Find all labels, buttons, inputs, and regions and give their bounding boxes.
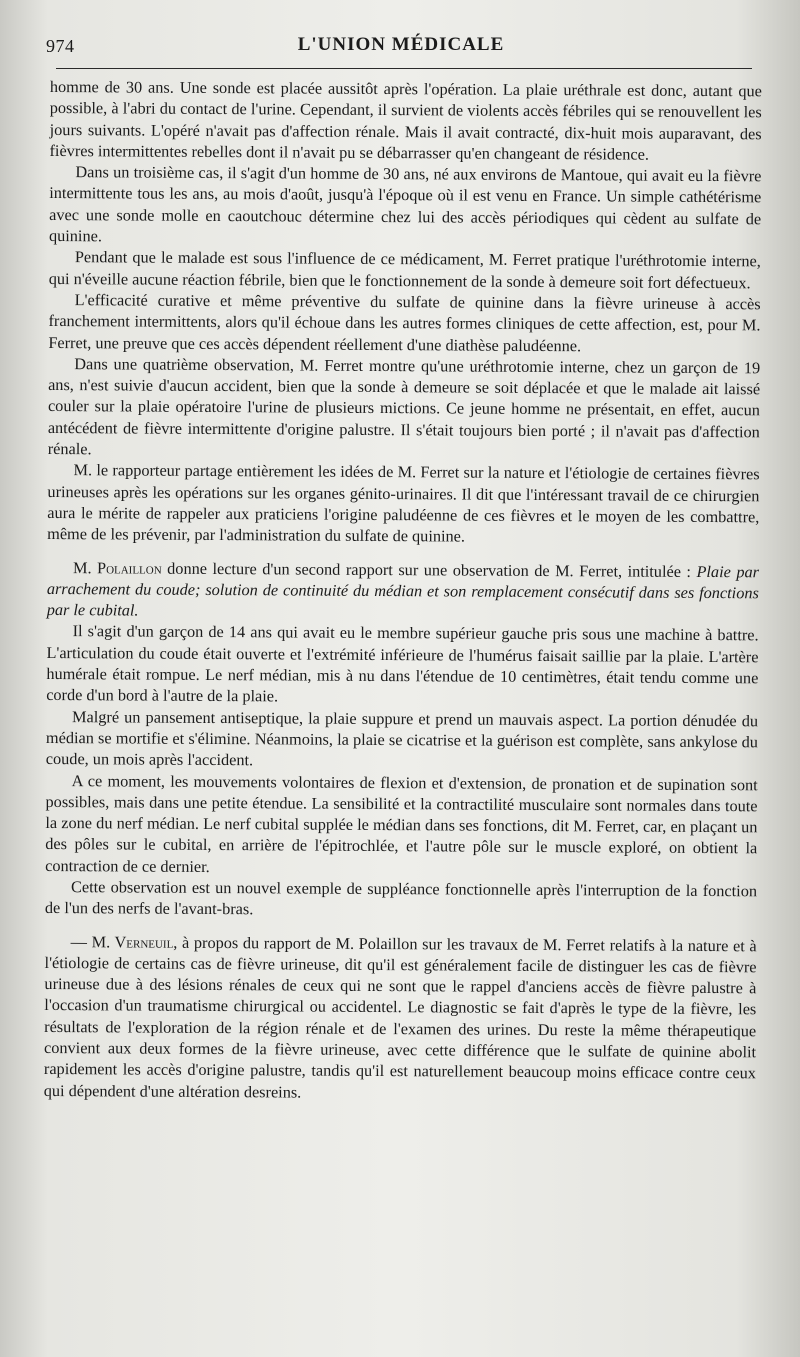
paragraph-verneuil <box>44 931 757 1106</box>
paragraph-urethrotomy: Pendant que le malade est sous l'influence de ce médicament, M. Ferret pratique l'uréthrotomie interne, qui n'éveille aucune réaction fébrile, bien que le fonctionnement de la sonde à demeure soit fort défectueux. <box>48 247 761 292</box>
page-number: 974 <box>46 36 75 56</box>
paragraph-rapporteur: M. le rapporteur partage entièrement les idées de M. Ferret sur la nature et l'étiologie de certaines fièvres urineuses après les opérations sur les organes génito-urinaires. Il dit que l'intéressant travail de ce chirurgien aura le mérite de rappeler aux praticiens l'origine paludéenne de ces fièvres et le moyen de les combattre, même de les prévenir, par l'administration du sulfate de quinine. <box>47 460 760 546</box>
paragraph-continuation: homme de 30 ans. Une sonde est placée aussitôt après l'opération. La plaie uréthrale est donc, autant que possible, à l'abri du contact de l'urine. Cependant, il survient de violents accès fébriles qui se renouvellent les jours suivants. L'opéré n'avait pas d'affection rénale. Mais il avait contracté, dix-huit mois auparavant, des fièvres intermittentes rebelles dont il n'avait pu se débarrasser qu'en changeant de résidence. <box>49 76 762 164</box>
report-intro: donne lecture d'un second rapport sur une observation de M. Ferret, intitulée : <box>161 558 697 581</box>
article-body <box>44 76 762 1105</box>
paragraph-movements: A ce moment, les mouvements volontaires de flexion et d'extension, de pronation et de supination sont possibles, mais dans une petite étendue. La sensibilité et la contractilité musculaire sont normales dans toute la zone du nerf médian. Le nerf cubital supplée le médian dans ses fonctions, dit M. Ferret, car, en plaçant un des pôles sur le cubital, en arrière de l'épitrochlée, et l'autre pôle sur le muscle exploré, on obtient la contraction de ce dernier. <box>45 770 758 876</box>
speaker-name: M. Polaillon <box>72 557 162 578</box>
journal-title: L'UNION MÉDICALE <box>297 34 505 55</box>
speaker-name: — M. Verneuil, <box>70 931 178 952</box>
paragraph-third-case: Dans un troisième cas, il s'agit d'un homme de 30 ans, né aux environs de Mantoue, qui avait eu la fièvre intermittente tous les ans, au mois d'août, jusqu'à l'époque où il est venu en France. Un simple cathétérisme avec une sonde molle en caoutchouc détermine chez lui des accès périodiques qui cèdent au sulfate de quinine. <box>48 162 762 246</box>
paragraph-polaillon-report <box>47 557 759 625</box>
paragraph-fourth-observation: Dans une quatrième observation, M. Ferret montre qu'une uréthrotomie interne, chez un garçon de 19 ans, n'est suivie d'aucun accident, bien que la sonde à demeure se soit déplacée et que le malade ait laissé couler sur la plaie opératoire l'urine de plusieurs mictions. Ce jeune homme ne présentait, en effet, aucun antécédent de fièvre intermittente d'origine palustre. Il s'était toujours bien porté ; il n'avait pas d'affection rénale. <box>47 354 761 459</box>
running-head <box>46 30 756 60</box>
paragraph-case-description: Il s'agit d'un garçon de 14 ans qui avait eu le membre supérieur gauche pris sous une machine à battre. L'articulation du coude était ouverte et l'extrémité inférieure de l'humérus faisait saillie par la plaie. L'artère humérale était rompue. Le nerf médian, mis à nu dans l'étendue de 10 centimètres, était tendu comme une corde d'un bord à l'autre de la plaie. <box>46 621 759 706</box>
paragraph-dressing: Malgré un pansement antiseptique, la plaie suppure et prend un mauvais aspect. La portion dénudée du médian se mortifie et s'élimine. Néanmoins, la plaie se cicatrise et la guérison est complète, sans ankylose du coude, un mois après l'accident. <box>45 706 759 770</box>
paragraph-conclusion: Cette observation est un nouvel exemple de suppléance fonctionnelle après l'interruption de la fonction de l'un des nerfs de l'avant-bras. <box>44 877 758 919</box>
header-rule <box>56 68 752 69</box>
report-title: Plaie par arrachement du coude; solution de continuité du médian et son remplacement consécutif dans ses fonctions par le cubital. <box>46 561 760 620</box>
paragraph-quinine-efficacy: L'efficacité curative et même préventive du sulfate de quinine dans la fièvre urineuse à accès franchement intermittents, alors qu'il échoue dans les autres formes cliniques de cette affection, est, pour M. Ferret, une preuve que ces accès dépendent réellement d'une diathèse paludéenne. <box>48 290 761 355</box>
verneuil-remarks: à propos du rapport de M. Polaillon sur les travaux de M. Ferret relatifs à la nature et à l'étiologie de certains cas de fièvre urineuse, dit qu'il est généralement facile de distinguer les cas de fièvre urineuse due à des lésions rénales de ceux qui ne sont que le rappel d'anciens accès de fièvre palustre à l'occasion d'un traumatisme chirurgical ou accidentel. Le diagnostic se fait d'après le type de la fièvre, les résultats de l'exploration de la région rénale et de l'examen des urines. Du reste la même thérapeutique convient aux deux formes de la fièvre urineuse, avec cette différence que le sulfate de quinine abolit rapidement les accès d'origine palustre, tandis qu'il est naturellement beaucoup moins efficace contre ceux qui dépendent d'une altération desreins. <box>43 932 757 1102</box>
